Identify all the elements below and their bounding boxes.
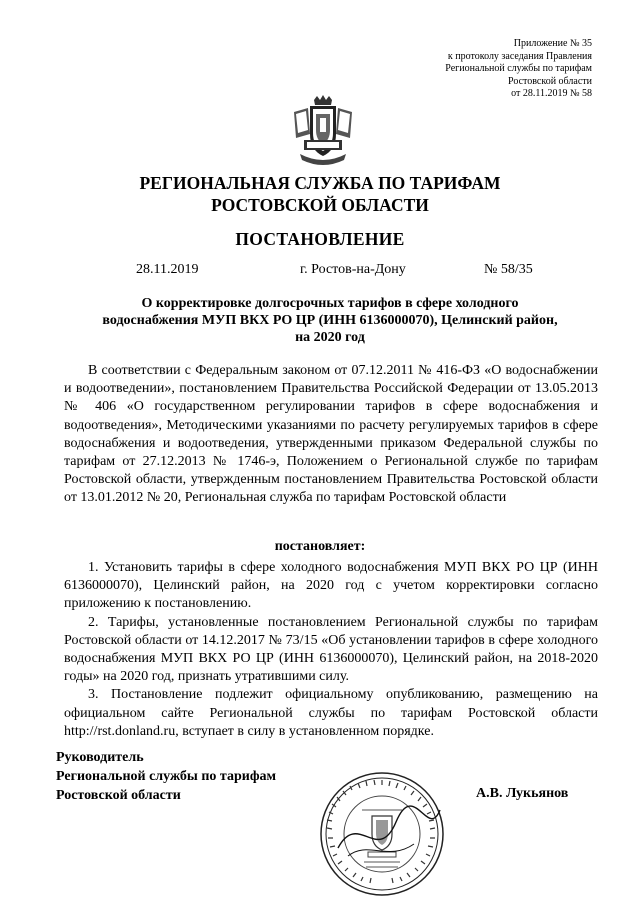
coat-of-arms-icon [290, 94, 356, 166]
decision-item: 1. Установить тарифы в сфере холодного водоснабжения МУП ВКХ РО ЦР (ИНН 6136000070), Целинский район, на 2020 год с учетом корректировки согласно приложению к постановлению. [64, 560, 598, 612]
appendix-line: к протоколу заседания Правления [447, 50, 592, 62]
document-type: ПОСТАНОВЛЕНИЕ [235, 229, 405, 249]
subject-line: на 2020 год [295, 330, 365, 345]
organization-title-line: РОСТОВСКОЙ ОБЛАСТИ [211, 195, 429, 215]
appendix-line: Региональной службы по тарифам [445, 63, 592, 74]
decision-item: 2. Тарифы, установленные постановлением Региональной службы по тарифам Ростовской области от 14.12.2017 № 73/15 «Об установлении тарифов в сфере холодного водоснабжения МУП ВКХ РО ЦР (ИНН 6136000070), Целинский район, на 2018-2020 годы» на 2020 год, признать утратившими силу. [64, 614, 598, 685]
appendix-line: Приложение № 35 [513, 38, 592, 49]
document-date: 28.11.2019 [136, 262, 199, 277]
signatory-title-line: Руководитель [56, 750, 144, 765]
appendix-note [445, 38, 592, 101]
subject-line: водоснабжения МУП ВКХ РО ЦР (ИНН 6136000070), Целинский район, [102, 313, 558, 328]
signatory-title-line: Региональной службы по тарифам [56, 769, 277, 784]
official-seal-icon [318, 770, 446, 898]
signatory-title [56, 748, 276, 805]
organization-title [0, 172, 640, 216]
signatory-name: А.В. Лукьянов [476, 786, 569, 801]
document-subject [60, 295, 600, 346]
preamble-paragraph: В соответствии с Федеральным законом от 07.12.2011 № 416-ФЗ «О водоснабжении и водоотведении», постановлением Правительства Российской Федерации от 13.05.2013 № 406 «О государственном регулировании тарифов в сфере водоснабжения и водоотведения», Методическими указаниями по расчету регулируемых тарифов в сфере водоснабжения и водоотведения, утвержденными приказом Федеральной службы по тарифам от 27.12.2013 № 1746-э, Положением о Региональной службе по тарифам Ростовской области, утвержденным постановлением Правительства Ростовской области от 13.01.2012 № 20, Региональная служба по тарифам Ростовской области [64, 363, 598, 506]
decision-heading: постановляет: [274, 539, 366, 554]
decision-items [64, 559, 598, 741]
appendix-line: Ростовской области [508, 75, 592, 87]
document-number: № 58/35 [484, 262, 533, 277]
subject-line: О корректировке долгосрочных тарифов в сфере холодного [141, 296, 519, 311]
decision-item: 3. Постановление подлежит официальному опубликованию, размещению на официальном сайте Региональной службы по тарифам Ростовской области http://rst.donland.ru, вступает в силу в установленном порядке. [64, 687, 598, 739]
signatory-title-line: Ростовской области [56, 788, 181, 803]
appendix-line: от 28.11.2019 № 58 [511, 88, 592, 99]
organization-title-line: РЕГИОНАЛЬНАЯ СЛУЖБА ПО ТАРИФАМ [139, 173, 501, 193]
document-city: г. Ростов-на-Дону [300, 262, 406, 277]
